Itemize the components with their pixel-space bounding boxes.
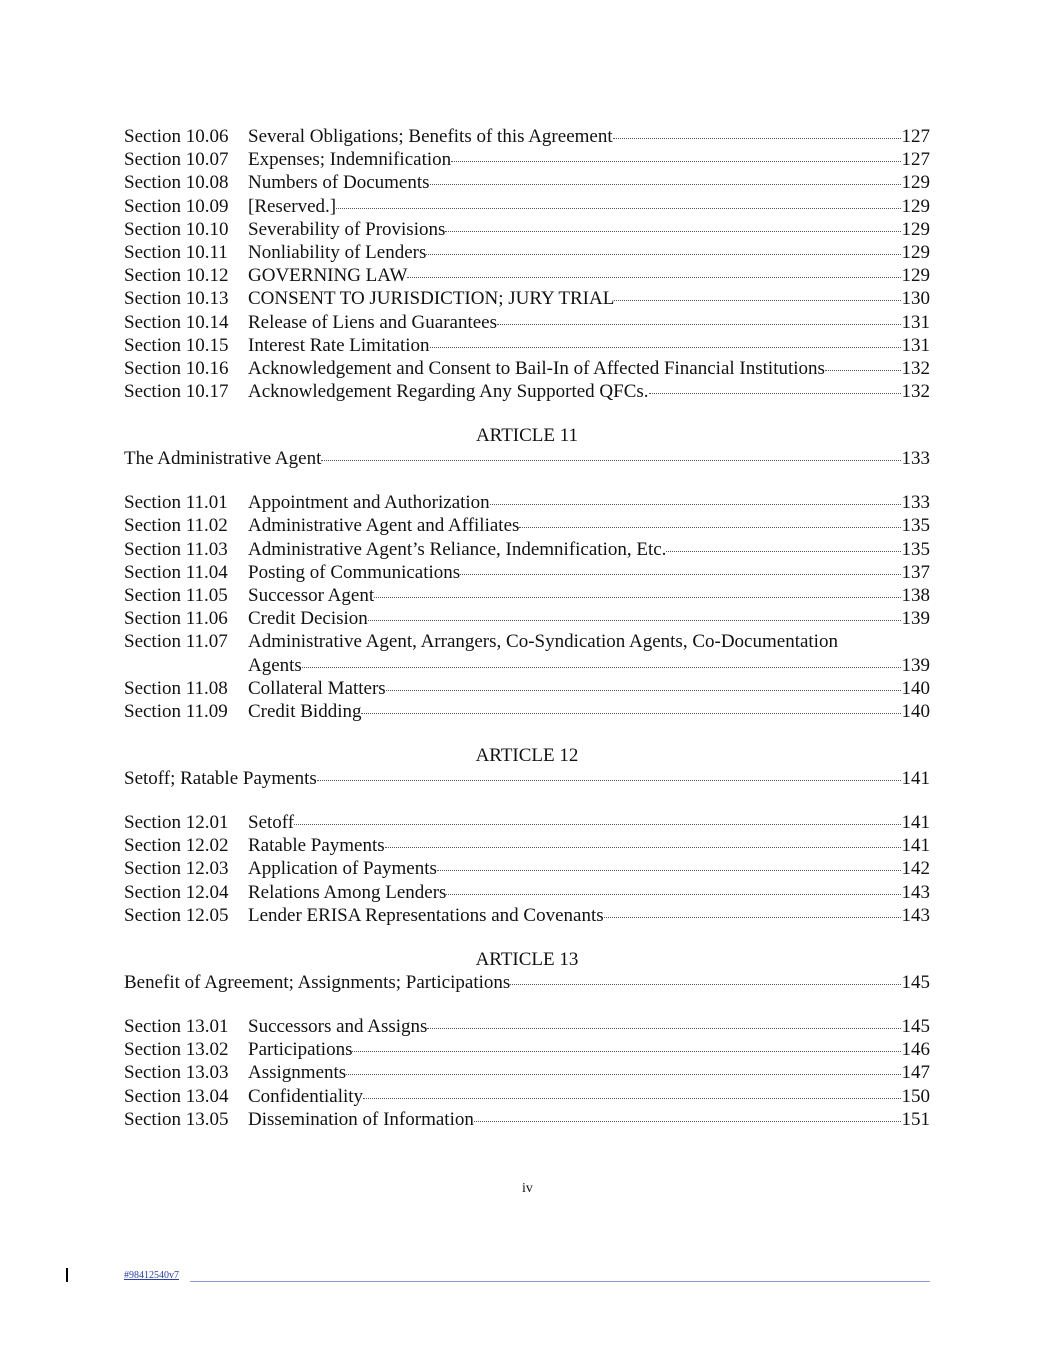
- page-number: 143: [901, 904, 930, 926]
- section-number: Section 13.04: [124, 1085, 229, 1107]
- dot-leader: [497, 324, 900, 325]
- dot-leader: [451, 161, 900, 162]
- toc-row[interactable]: [124, 1085, 930, 1108]
- dot-leader: [336, 208, 900, 209]
- section-title: Credit Bidding: [248, 700, 362, 722]
- toc-row[interactable]: [124, 881, 930, 904]
- toc-row[interactable]: [124, 561, 930, 584]
- article-title: Setoff; Ratable Payments: [124, 768, 317, 790]
- toc-row-section-11-07[interactable]: [124, 630, 930, 676]
- dot-leader: [368, 620, 901, 621]
- toc-row[interactable]: [124, 700, 930, 723]
- page-number: 141: [901, 835, 930, 857]
- toc-group-article-10: [124, 125, 930, 403]
- page-number: 141: [901, 768, 930, 790]
- page-number: 129: [901, 172, 930, 194]
- page-number: 151: [901, 1108, 930, 1130]
- page-number: 131: [901, 334, 930, 356]
- toc-row[interactable]: [124, 1108, 930, 1131]
- dot-leader: [386, 690, 901, 691]
- toc-row[interactable]: [124, 1061, 930, 1084]
- section-title: Nonliability of Lenders: [248, 241, 427, 263]
- section-number: Section 11.06: [124, 608, 228, 630]
- dot-leader: [666, 551, 900, 552]
- page-footer-number: iv: [522, 1181, 533, 1196]
- dot-leader: [604, 917, 901, 918]
- section-title: CONSENT TO JURISDICTION; JURY TRIAL: [248, 288, 615, 310]
- page-number: 139: [901, 654, 930, 676]
- page-number: 129: [901, 195, 930, 217]
- dot-leader: [614, 300, 900, 301]
- section-number: Section 10.14: [124, 311, 229, 333]
- toc-row[interactable]: [124, 491, 930, 514]
- dot-leader: [363, 1098, 900, 1099]
- toc-row[interactable]: [124, 1038, 930, 1061]
- dot-leader: [445, 231, 900, 232]
- page-number: 140: [901, 700, 930, 722]
- toc-row[interactable]: [124, 857, 930, 880]
- section-title: Participations: [248, 1039, 353, 1061]
- table-of-contents: [124, 125, 930, 1131]
- article-11-heading: ARTICLE 11: [475, 425, 579, 447]
- section-number: Section 11.02: [124, 515, 228, 537]
- section-title: Administrative Agent’s Reliance, Indemnification, Etc.: [248, 538, 667, 560]
- page-number: 143: [901, 881, 930, 903]
- section-title: GOVERNING LAW: [248, 265, 408, 287]
- page-number: 132: [901, 381, 930, 403]
- section-number: Section 10.07: [124, 149, 229, 171]
- section-title: Acknowledgement Regarding Any Supported QFCs.: [248, 381, 649, 403]
- article-13-heading: ARTICLE 13: [475, 949, 579, 971]
- toc-row[interactable]: [124, 334, 930, 357]
- section-title: Confidentiality: [248, 1085, 364, 1107]
- dot-leader: [346, 1074, 900, 1075]
- section-title: Interest Rate Limitation: [248, 334, 430, 356]
- page-number: 145: [901, 1016, 930, 1037]
- section-number: Section 10.11: [124, 241, 228, 263]
- dot-leader: [317, 780, 901, 781]
- toc-row[interactable]: [124, 195, 930, 218]
- article-title: The Administrative Agent: [124, 448, 322, 470]
- toc-group-article-11: [124, 491, 930, 630]
- section-title: Dissemination of Information: [248, 1108, 474, 1130]
- page-number: 129: [901, 241, 930, 263]
- dot-leader: [430, 347, 901, 348]
- section-number: Section 12.02: [124, 835, 229, 857]
- section-title: Release of Liens and Guarantees: [248, 311, 498, 333]
- toc-row[interactable]: [124, 514, 930, 537]
- section-title: Successors and Assigns: [248, 1016, 428, 1037]
- article-11-title-row[interactable]: [124, 447, 930, 470]
- section-title: Numbers of Documents: [248, 172, 430, 194]
- section-number: Section 11.05: [124, 584, 228, 606]
- dot-leader: [426, 254, 900, 255]
- section-title: Severability of Provisions: [248, 218, 446, 240]
- section-title: Acknowledgement and Consent to Bail-In of Affected Financial Institutions: [248, 357, 825, 379]
- page-number: 139: [901, 608, 930, 630]
- page-number: 127: [901, 126, 930, 147]
- article-12-title-row[interactable]: [124, 767, 930, 790]
- section-title: Relations Among Lenders: [248, 881, 447, 903]
- section-title: Expenses; Indemnification: [248, 149, 452, 171]
- section-number: Section 12.05: [124, 904, 229, 926]
- toc-row[interactable]: [124, 904, 930, 927]
- section-title: Collateral Matters: [248, 677, 386, 699]
- dot-leader: [490, 504, 901, 505]
- section-number: Section 10.08: [124, 172, 229, 194]
- section-title: Application of Payments: [248, 858, 437, 880]
- section-number: Section 13.01: [124, 1016, 229, 1037]
- section-title-line-1: Administrative Agent, Arrangers, Co-Syndication Agents, Co-Documentation: [248, 631, 838, 653]
- dot-leader: [427, 1028, 900, 1029]
- section-title: Ratable Payments: [248, 835, 385, 857]
- section-number: Section 10.15: [124, 334, 229, 356]
- toc-row[interactable]: [124, 380, 930, 403]
- page-number: 131: [901, 311, 930, 333]
- section-title: Lender ERISA Representations and Covenants: [248, 904, 604, 926]
- section-number: Section 10.09: [124, 195, 229, 217]
- section-number: Section 11.07: [124, 631, 228, 653]
- section-title: Setoff: [248, 812, 295, 834]
- section-title: [Reserved.]: [248, 195, 337, 217]
- toc-row[interactable]: [124, 538, 930, 561]
- toc-row[interactable]: [124, 241, 930, 264]
- article-12-heading: ARTICLE 12: [475, 745, 579, 767]
- change-bar: [66, 1268, 68, 1282]
- section-title: Successor Agent: [248, 584, 375, 606]
- dot-leader: [352, 1051, 900, 1052]
- page-number: 129: [901, 265, 930, 287]
- toc-row[interactable]: [124, 218, 930, 241]
- dot-leader: [460, 574, 900, 575]
- toc-row[interactable]: [124, 264, 930, 287]
- toc-row[interactable]: [124, 311, 930, 334]
- dot-leader: [437, 870, 901, 871]
- footer-rule: [190, 1281, 930, 1282]
- toc-row[interactable]: [124, 1015, 930, 1038]
- section-number: Section 10.13: [124, 288, 229, 310]
- dot-leader: [430, 184, 901, 185]
- dot-leader: [510, 984, 900, 985]
- page-number: 145: [901, 972, 930, 994]
- section-title: Appointment and Authorization: [248, 492, 490, 514]
- section-number: Section 11.03: [124, 538, 228, 560]
- dot-leader: [302, 667, 901, 668]
- page-number: 141: [901, 812, 930, 834]
- section-number: Section 13.02: [124, 1039, 229, 1061]
- section-number: Section 12.01: [124, 812, 229, 834]
- page-number: 129: [901, 218, 930, 240]
- toc-row[interactable]: [124, 607, 930, 630]
- page-number: 140: [901, 677, 930, 699]
- section-title: Assignments: [248, 1062, 347, 1084]
- section-number: Section 10.06: [124, 126, 229, 147]
- section-number: Section 10.10: [124, 218, 229, 240]
- section-title: Credit Decision: [248, 608, 368, 630]
- dot-leader: [613, 138, 901, 139]
- toc-group-article-11-cont: [124, 677, 930, 723]
- page-number: 137: [901, 561, 930, 583]
- page-number: 142: [901, 858, 930, 880]
- page-number: 135: [901, 538, 930, 560]
- article-title: Benefit of Agreement; Assignments; Participations: [124, 972, 511, 994]
- section-number: Section 11.08: [124, 677, 228, 699]
- dot-leader: [519, 527, 900, 528]
- toc-row[interactable]: [124, 148, 930, 171]
- section-number: Section 11.04: [124, 561, 228, 583]
- section-number: Section 12.04: [124, 881, 229, 903]
- toc-row[interactable]: [124, 584, 930, 607]
- document-id[interactable]: #98412540v7: [124, 1270, 179, 1281]
- section-number: Section 13.03: [124, 1062, 229, 1084]
- page-number: 132: [901, 357, 930, 379]
- section-title: Posting of Communications: [248, 561, 461, 583]
- dot-leader: [825, 370, 901, 371]
- page-number: 133: [901, 492, 930, 514]
- toc-row[interactable]: [124, 677, 930, 700]
- page-number: 150: [901, 1085, 930, 1107]
- page-number: 127: [901, 149, 930, 171]
- section-title: Administrative Agent and Affiliates: [248, 515, 520, 537]
- dot-leader: [321, 460, 900, 461]
- section-number: Section 13.05: [124, 1108, 229, 1130]
- dot-leader: [649, 393, 901, 394]
- dot-leader: [407, 277, 900, 278]
- article-13-title-row[interactable]: [124, 971, 930, 994]
- dot-leader: [474, 1121, 901, 1122]
- toc-row[interactable]: [124, 811, 930, 834]
- section-title: Several Obligations; Benefits of this Agreement: [248, 126, 613, 147]
- section-title-line-2: Agents: [248, 654, 302, 676]
- page-number: 138: [901, 584, 930, 606]
- dot-leader: [361, 713, 900, 714]
- dot-leader: [446, 894, 900, 895]
- toc-group-article-13: [124, 1015, 930, 1131]
- dot-leader: [294, 824, 900, 825]
- toc-row[interactable]: [124, 287, 930, 310]
- page-number: 146: [901, 1039, 930, 1061]
- page-number: 135: [901, 515, 930, 537]
- section-number: Section 10.16: [124, 357, 229, 379]
- dot-leader: [385, 847, 901, 848]
- section-number: Section 11.09: [124, 700, 228, 722]
- toc-row[interactable]: [124, 171, 930, 194]
- section-number: Section 10.12: [124, 265, 229, 287]
- section-number: Section 10.17: [124, 381, 229, 403]
- toc-row[interactable]: [124, 357, 930, 380]
- page-number: 133: [901, 448, 930, 470]
- section-number: Section 11.01: [124, 492, 228, 514]
- section-number: Section 12.03: [124, 858, 229, 880]
- page-number: 130: [901, 288, 930, 310]
- page-number: 147: [901, 1062, 930, 1084]
- dot-leader: [374, 597, 900, 598]
- toc-group-article-12: [124, 811, 930, 927]
- toc-row[interactable]: [124, 834, 930, 857]
- toc-row[interactable]: [124, 125, 930, 148]
